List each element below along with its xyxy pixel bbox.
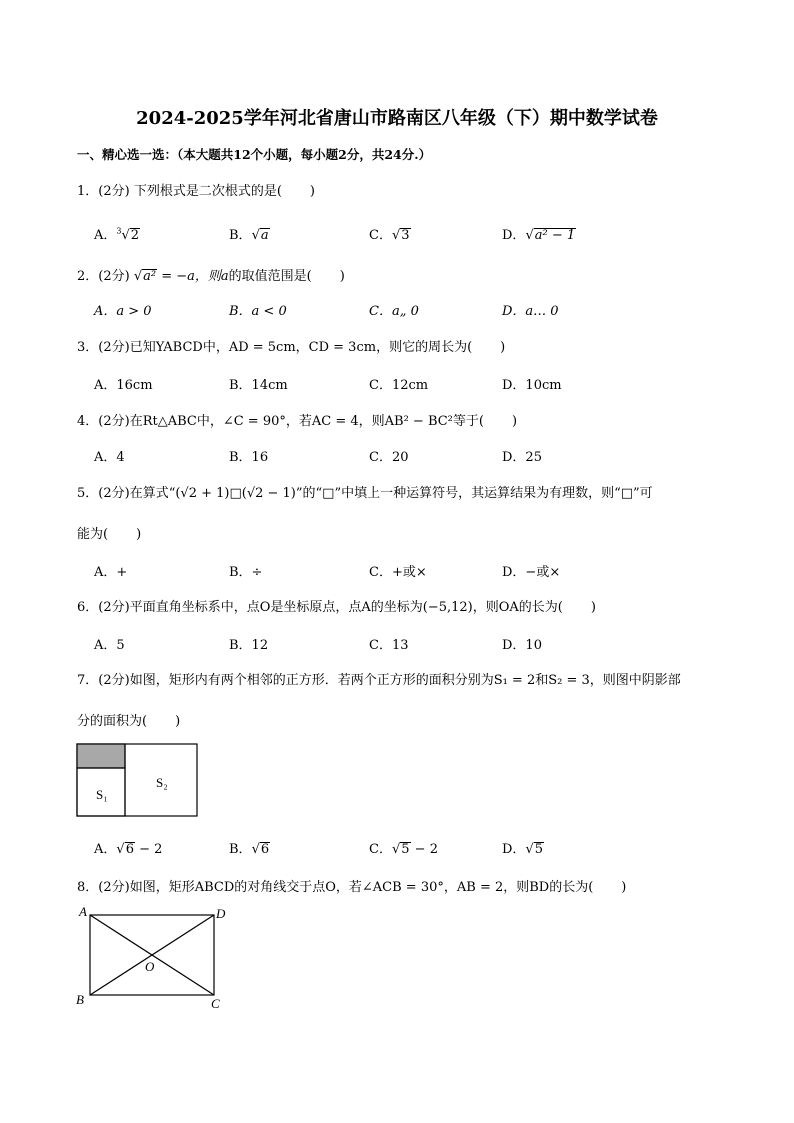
option-d: D．10	[502, 638, 542, 653]
label-d: D	[216, 906, 226, 921]
option-a: A．$^3$√2	[94, 226, 140, 243]
option-d: D．−或×	[502, 565, 561, 580]
question-5: 5．(2分)在算式“(√2 + 1)□(√2 − 1)”的“□”中填上一种运算符号，其运算结果为有理数，则“□”可	[77, 486, 653, 501]
question-4: 4．(2分)在Rt△ABC中，∠C = 90°，若AC = 4，则AB² − BC²等于( )	[77, 414, 518, 429]
option-c: C．√5 − 2	[369, 842, 438, 857]
question-number: 1．(2分)	[77, 184, 130, 199]
question-7: 7．(2分)如图，矩形内有两个相邻的正方形．若两个正方形的面积分别为S₁ = 2和S₂ = 3，则图中阴影部	[77, 673, 681, 688]
squares-figure	[76, 743, 200, 819]
label-a: A	[79, 904, 87, 919]
label-s2: S₂	[156, 775, 168, 790]
question-1: 1．(2分) 下列根式是二次根式的是( )	[77, 184, 315, 199]
label-c: C	[211, 996, 220, 1011]
question-stem: 下列根式是二次根式的是(	[133, 184, 282, 199]
option-b: B．÷	[229, 565, 263, 580]
rectangle-figure	[74, 903, 234, 1013]
option-a: A．√6 − 2	[94, 842, 163, 857]
question-3: 3．(2分)已知YABCD中，AD = 5cm，CD = 3cm，则它的周长为( )	[77, 340, 506, 355]
expression: (√2 + 1)□(√2 − 1)	[175, 486, 296, 501]
option-d: D．10cm	[502, 378, 562, 393]
option-a: A．4	[94, 450, 125, 465]
option-b: B．√6	[229, 842, 270, 857]
label-o: O	[145, 959, 155, 974]
option-a: A．a > 0	[94, 304, 152, 319]
question-8: 8．(2分)如图，矩形ABCD的对角线交于点O，若∠ACB = 30°，AB = 2，则BD的长为( )	[77, 880, 627, 895]
option-c: C．13	[369, 638, 409, 653]
option-b: B．14cm	[229, 378, 288, 393]
option-c: C．12cm	[369, 378, 429, 393]
option-b: B．16	[229, 450, 269, 465]
option-d: D．25	[502, 450, 542, 465]
option-c: C．a„ 0	[369, 304, 419, 319]
option-c: C．20	[369, 450, 409, 465]
option-b: B．√a	[229, 228, 269, 243]
question-6: 6．(2分)平面直角坐标系中，点O是坐标原点，点A的坐标为(−5,12)，则OA的长为( )	[77, 600, 596, 615]
option-d: D．√a² − 1	[502, 228, 576, 243]
section-heading: 一、精心选一选：（本大题共12个小题，每小题2分，共24分.）	[77, 147, 432, 162]
shaded-region	[77, 744, 125, 768]
page-title: 2024-2025学年河北省唐山市路南区八年级（下）期中数学试卷	[136, 108, 658, 129]
option-a: A．16cm	[94, 378, 153, 393]
question-2: 2．(2分) √a² = −a，则a的取值范围是( )	[77, 269, 345, 284]
option-d: D．√5	[502, 842, 544, 857]
option-d: D．a… 0	[502, 304, 559, 319]
radical: a²	[143, 269, 157, 284]
option-c: C．√3	[369, 228, 410, 243]
label-s1: S₁	[96, 787, 108, 802]
option-c: C．+或×	[369, 565, 427, 580]
option-b: B．a < 0	[229, 304, 287, 319]
question-7-line2: 分的面积为( )	[77, 714, 181, 729]
option-a: A．+	[94, 565, 128, 580]
label-b: B	[76, 992, 84, 1007]
option-a: A．5	[94, 638, 125, 653]
question-5-line2: 能为( )	[77, 527, 142, 542]
option-b: B．12	[229, 638, 269, 653]
